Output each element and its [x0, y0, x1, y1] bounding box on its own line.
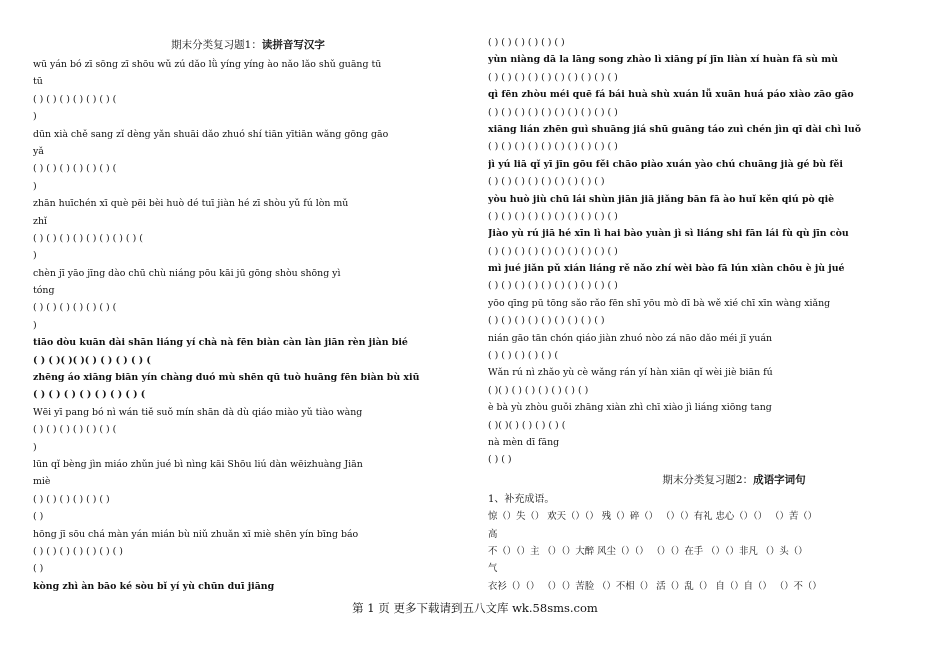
title2-prefix: 期末分类复习题2：: [662, 473, 754, 486]
exercise-line: lūn qǐ bèng jìn miáo zhǔn jué bì nìng kāi Shōu liú dàn wēizhuàng Jiān: [33, 458, 363, 470]
exercise-line: ( ) ( ) ( ) ( ) ( ) ( ) ( ) ( ) ( ) ( ): [488, 280, 618, 292]
exercise-line: ( ) ( ) ( ) ( ) ( ) ( ) ( ) ( ) ( ) ( ): [488, 71, 618, 83]
exercise-line: 衣衫（）（） （）（）苦脸 （）不相（） 活（）乱（） 自（）自（） （）不（）: [488, 580, 822, 592]
exercise-line: ( ) ( ) ( ) ( ) ( ) ( ) (: [33, 93, 117, 105]
exercise-line: ( ) ( ) ( ) ( ) ( ) ( ) (: [33, 302, 117, 314]
title-main: 读拼音写汉字: [261, 39, 325, 51]
exercise-line: Wǎn rú nì zhǎo yù cè wǎng rán yí hàn xiān qǐ wèi jiè biān fú: [488, 367, 773, 379]
exercise-line: ): [33, 250, 37, 262]
exercise-line: chèn jī yāo jīng dào chū chù niáng pōu kāi jū gōng shòu shōng yì: [33, 267, 341, 279]
exercise-line: ( ) ( ) ( ) ( ) ( ) (: [488, 350, 559, 362]
title-prefix: 期末分类复习题1：: [171, 39, 262, 51]
exercise-line: Wēi yī pang bó nì wán tiě suǒ mín shān dà dù qiáo miào yǔ tiào wàng: [33, 406, 363, 418]
exercise-line: 高: [488, 528, 498, 540]
exercise-line: yòu huò jiù chū lái shùn jiān jiā jiǎng bān fā ào huǐ kěn qiú pò qiè: [488, 193, 835, 205]
exercise-line: miè: [33, 476, 51, 488]
page-footer: 第 1 页 更多下载请到五八文库 wk.58sms.com: [352, 601, 598, 615]
exercise-line: è bà yù zhòu guǒi zhāng xiàn zhì chī xiào jì liáng xiōng tang: [488, 402, 772, 414]
idiom-exercise-lines: [488, 508, 920, 595]
exercise-line: ): [33, 441, 37, 453]
exercise-line: zhēng áo xiāng biān yín chàng duó mù shēn qū tuò huāng fēn biàn bù xiū: [33, 372, 420, 384]
exercise-line: 气: [488, 563, 498, 575]
exercise-line: ( ) ( ) ( ) ( ) ( ) ( ) ( ) ( ) (: [33, 232, 143, 244]
exercise-line: kòng zhì àn bāo ké sòu bǐ yí yù chūn duī jiāng: [33, 580, 275, 592]
exercise-line: ( ) ( ) ( ) ( ) ( ) ( ): [488, 37, 565, 48]
exercise-line: zhǐ: [33, 215, 47, 227]
exercise-line: dūn xià chě sang zǐ dèng yǎn shuāi dǎo zhuó shí tiān yītiān wǎng gōng gāo: [33, 128, 389, 140]
exercise-line: 惊（）失（） 欢天（）（） 残（）碎（） （）（）有礼 忠心（）（） （）苦（）: [488, 511, 817, 523]
exercise-line: ( ) ( ) ( ) ( ) ( ) ( ) ( ) ( ) ( ): [488, 315, 605, 327]
exercise-line: ( ): [33, 511, 44, 523]
exercise-line: qì fēn zhòu méi quē fá bái huà shù xuán lǚ xuān huá páo xiào zāo gāo: [488, 89, 854, 101]
exercise-line: hōng jī sōu chá màn yán mián bù niǔ zhuǎn xī miè shēn yín bīng báo: [33, 528, 359, 540]
exercise-line: yùn niàng dā la lāng song zhào lì xiāng pí jīn liàn xí huàn fā sù mù: [488, 54, 838, 66]
title2-main: 成语字词句: [753, 473, 806, 486]
exercise-line: xiāng lián zhēn guì shuāng jiá shū guāng táo zuì chén jìn qī dài chì luǒ: [488, 123, 861, 135]
exercise-line: ( ) ( ) ( ) ( ) ( ) ( ) ( ) (: [33, 389, 146, 401]
exercise-line: ): [33, 111, 37, 123]
pinyin-exercise-lines-continued: [488, 34, 920, 469]
exercise-line: nà mèn dī fāng: [488, 436, 560, 448]
exercise-line: 不（）（）主 （）（）大醉 风尘（）（） （）（）在手 （）（）非凡 （）头（）: [488, 545, 808, 557]
exercise-line: wū yán bó zī sōng zī shōu wǔ zú dǎo lǜ yíng yíng ào nǎo lǎo shǔ guāng tū: [33, 59, 382, 70]
exercise-line: tū: [33, 76, 43, 88]
exercise-line: jì yú liā qǐ yī jīn gōu fěi chāo piào xuán yào chú chuāng jià gé bù fěi: [488, 158, 843, 170]
right-column: [488, 34, 920, 595]
exercise-line: ( ) ( ) ( ) ( ) ( ) ( ) ( ): [33, 545, 123, 557]
pinyin-exercise-lines: [33, 56, 463, 595]
exercise-line: mì jué jiǎn pǔ xián liáng rě nǎo zhí wèi bào fā lún xiàn chōu è jù jué: [488, 263, 845, 275]
exercise-line: ( ) ( )( )( )( ) ( ) ( ) ( ) (: [33, 354, 151, 366]
exercise-line: yǎ: [33, 145, 44, 157]
exercise-line: yōo qīng pū tōng sǎo rǎo fēn shī yōu mò dī bà wě xié chī xīn wàng xiǎng: [488, 297, 831, 309]
exercise-line: ( )( ) ( ) ( ) ( ) ( ) ( ) ( ): [488, 384, 589, 396]
exercise-line: ( ) ( ) ( ) ( ) ( ) ( ) (: [33, 163, 117, 175]
exercise-line: zhān huīchén xī què pēi bèi huò dé tuī jiàn hé zī shòu yǔ fú lòn mǔ: [33, 198, 349, 210]
section-title-pinyin: [33, 34, 463, 56]
exercise-line: ( ) ( ) ( ) ( ) ( ) ( ) ( ) ( ) ( ) ( ): [488, 141, 618, 153]
exercise-line: ( ) ( ) ( ) ( ) ( ) ( ) ( ) ( ) ( ) ( ): [488, 210, 618, 222]
exercise-line: tóng: [33, 285, 55, 297]
exercise-line: Jiào yù rú jiā hé xīn lì hai bào yuàn jì sì liáng shi fān lái fù qù jīn còu: [488, 228, 849, 240]
exercise-line: ( ) ( ) ( ) ( ) ( ) ( ) ( ) ( ) ( ) ( ): [488, 106, 618, 118]
exercise-line: tiāo dòu kuān dài shān liáng yí chà nà fēn biàn càn làn jiān rèn jiàn bié: [33, 337, 408, 349]
exercise-line: ( ) ( ) ( ) ( ) ( ) ( ): [33, 493, 110, 505]
idiom-section-heading: 1、补充成语。: [488, 493, 555, 505]
exercise-line: ): [33, 319, 37, 331]
exercise-line: ): [33, 180, 37, 192]
section-title-idioms: [488, 469, 920, 491]
exercise-line: ( ) ( ): [488, 454, 512, 466]
exercise-line: ( )( )( ) ( ) ( ) ( ) (: [488, 419, 566, 431]
exercise-line: ( ) ( ) ( ) ( ) ( ) ( ) ( ) ( ) ( ) ( ): [488, 245, 618, 257]
left-column: [33, 34, 463, 595]
exercise-line: ( ): [33, 563, 44, 575]
exercise-line: ( ) ( ) ( ) ( ) ( ) ( ) ( ) ( ) ( ): [488, 176, 605, 188]
exercise-line: nián gāo tān chón qiáo jiàn zhuó nòo zá nāo dǎo méi jī yuán: [488, 332, 773, 344]
exercise-line: ( ) ( ) ( ) ( ) ( ) ( ) (: [33, 424, 117, 436]
